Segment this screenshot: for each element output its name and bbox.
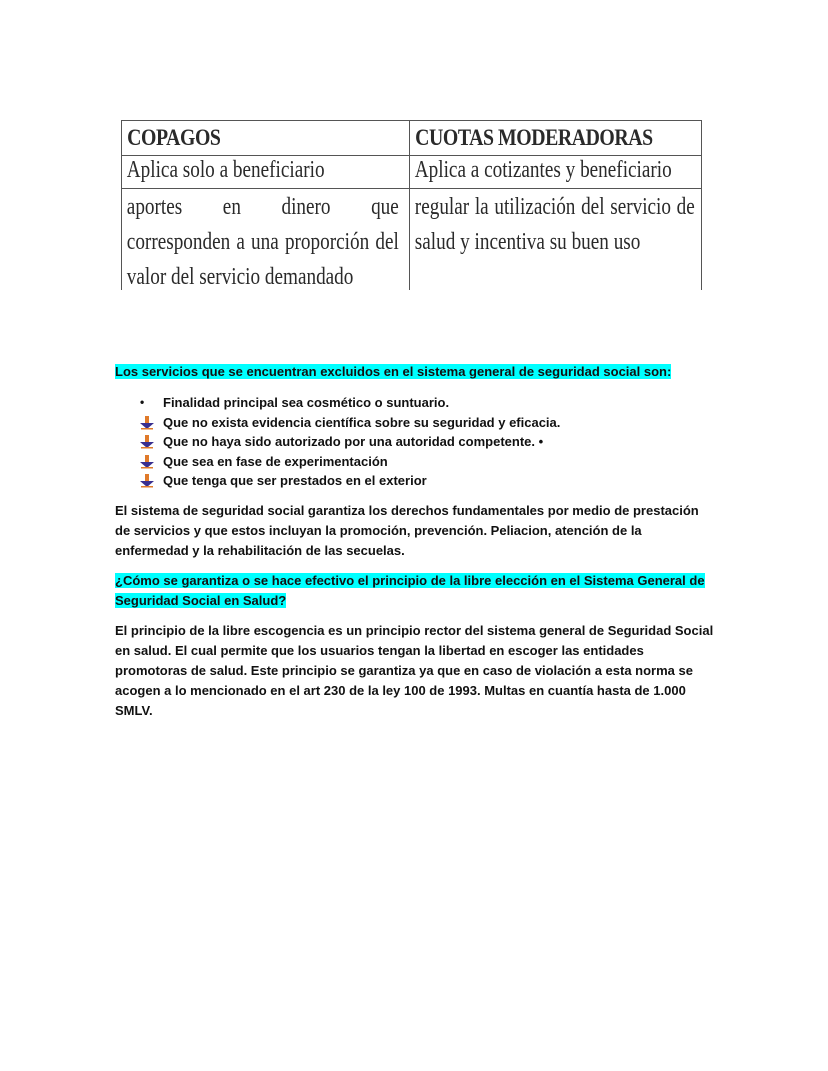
list-item-text: Que sea en fase de experimentación <box>163 453 388 469</box>
excluded-services-list <box>140 393 560 491</box>
table-row <box>121 188 702 290</box>
list-item <box>140 413 560 433</box>
table-header-row <box>121 120 702 156</box>
header-copagos: COPAGOS <box>127 125 221 150</box>
list-item-text: Que tenga que ser prestados en el exterior <box>163 473 427 488</box>
arrow-down-icon <box>140 471 158 490</box>
list-item-text: Que no exista evidencia científica sobre su seguridad y eficacia. <box>163 414 561 430</box>
table-cell <box>409 121 702 155</box>
table-row <box>121 154 702 189</box>
bullet-icon: • <box>140 395 145 409</box>
table-cell <box>409 154 702 188</box>
list-item-text: Finalidad principal sea cosmético o suntuario. <box>163 395 450 410</box>
list-item <box>140 432 560 452</box>
table-cell <box>121 188 409 290</box>
paragraph-fundamental-rights: El sistema de seguridad social garantiza los derechos fundamentales por medio de prestación de servicios y que estos incluyan la promoción, prevención. Peliacion, atención de la enfermedad y la rehabilitación de las secuelas. <box>115 503 699 558</box>
arrow-down-icon <box>140 413 158 432</box>
paragraph-free-choice-principle: El principio de la libre escogencia es un principio rector del sistema general de Seguridad Social en salud. El cual permite que los usuarios tengan la libertad en escoger las entidades promotoras de salud. Este principio se garantiza ya que en caso de violación a esta norma se acogen a lo mencionado en el art 230 de la ley 100 de 1993. Multas en cuantía hasta de 1.000 SMLV. <box>115 623 714 718</box>
list-item <box>140 452 560 472</box>
comparison-table <box>121 120 702 290</box>
arrow-down-icon <box>140 452 158 471</box>
question-free-choice <box>115 571 715 611</box>
cell-copagos-aplica: Aplica solo a beneficiario <box>126 157 325 183</box>
table-cell <box>121 121 409 155</box>
list-item-text: Que no haya sido autorizado por una autoridad competente. • <box>163 434 544 449</box>
cell-cuotas-definicion: regular la utilización del servicio de salud y incentiva su buen uso <box>414 194 695 255</box>
cell-copagos-definicion: aportes en dinero que corresponden a una proporción del valor del servicio demandado <box>126 194 399 290</box>
arrow-down-icon <box>140 432 158 451</box>
highlighted-question: ¿Cómo se garantiza o se hace efectivo el principio de la libre elección en el Sistema General de Seguridad Social en Salud? <box>115 573 705 608</box>
table-cell <box>121 154 409 188</box>
question-excluded-services <box>115 362 671 382</box>
list-item <box>140 471 560 491</box>
highlighted-question: Los servicios que se encuentran excluidos en el sistema general de seguridad social son: <box>115 364 672 379</box>
table-cell <box>409 188 702 290</box>
header-cuotas-moderadoras: CUOTAS MODERADORAS <box>415 125 653 150</box>
list-item <box>140 393 560 413</box>
cell-cuotas-aplica: Aplica a cotizantes y beneficiario <box>414 157 672 183</box>
